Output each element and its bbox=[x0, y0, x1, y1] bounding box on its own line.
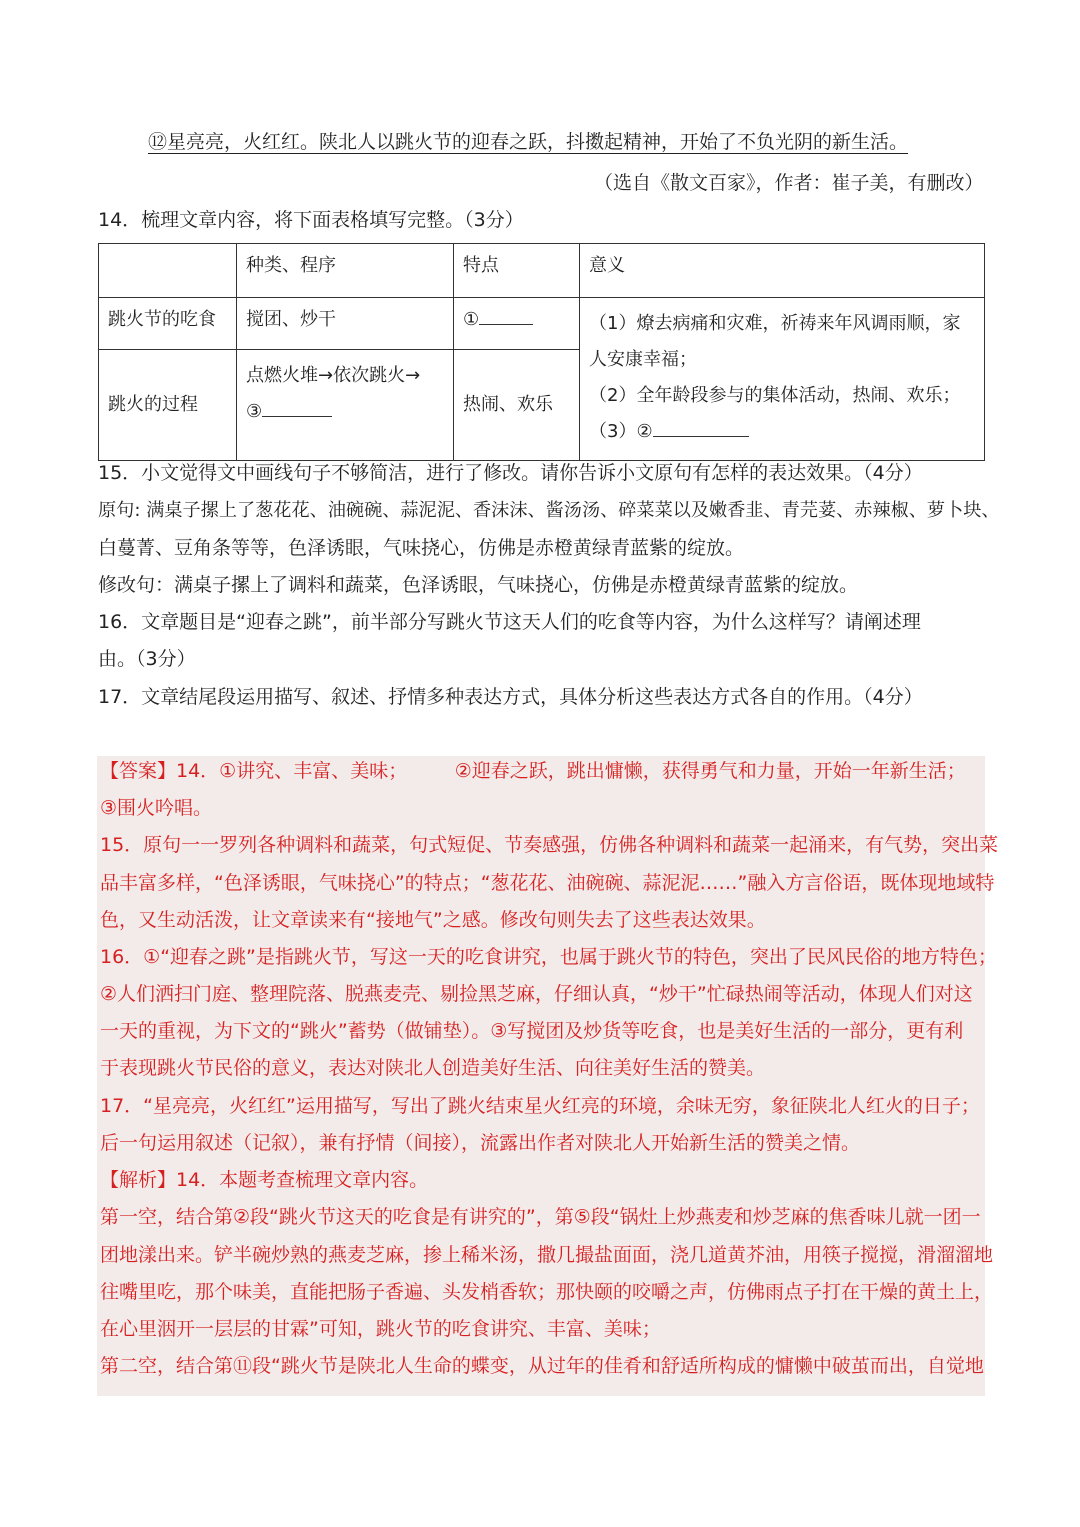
row-process-label: 跳火的过程 bbox=[99, 350, 237, 461]
answer-line-13: 第一空，结合第②段“跳火节这天的吃食是有讲究的”，第⑤段“锅灶上炒燕麦和炒芝麻的焦香味儿就一团一 bbox=[100, 1206, 981, 1228]
answer-line-11: 后一句运用叙述（记叙），兼有抒情（间接），流露出作者对陕北人开始新生活的赞美之情。 bbox=[100, 1132, 861, 1154]
answer-line-12: 【解析】14．本题考查梳理文章内容。 bbox=[100, 1169, 429, 1191]
question-15-original-2: 白蔓菁、豆角条等等，色泽诱眼，气味挠心，仿佛是赤橙黄绿青蓝紫的绽放。 bbox=[98, 537, 745, 559]
answer-line-3: 15．原句一一罗列各种调料和蔬菜，句式短促、节奏感强，仿佛各种调料和蔬菜一起涌来，有气势，突出菜 bbox=[100, 834, 999, 856]
blank-2-label: （3）② bbox=[589, 421, 653, 442]
meaning-cell bbox=[580, 298, 985, 461]
answer-line-6: 16．①“迎春之跳”是指跳火节，写这一天的吃食讲究，也属于跳火节的特色，突出了民风民俗的地方特色； bbox=[100, 946, 997, 968]
blank-1-label: ① bbox=[463, 309, 480, 330]
answer-line-2: ③围火吟唱。 bbox=[100, 797, 213, 819]
process-line-1: 点燃火堆→依次跳火→ bbox=[246, 365, 421, 386]
process-line-2 bbox=[246, 394, 444, 430]
answer-line-5: 色，又生动活泼，让文章读来有“接地气”之感。修改句则失去了这些表达效果。 bbox=[100, 909, 766, 931]
question-17: 17．文章结尾段运用描写、叙述、抒情多种表达方式，具体分析这些表达方式各自的作用。（4分） bbox=[98, 686, 923, 708]
answer-line-4: 品丰富多样，“色泽诱眼，气味挠心”的特点；“葱花花、油碗碗、蒜泥泥……”融入方言俗语，既体现地域特 bbox=[100, 872, 995, 894]
question-16-line-1: 16．文章题目是“迎春之跳”，前半部分写跳火节这天人们的吃食等内容，为什么这样写？请阐述理 bbox=[98, 611, 921, 633]
table-header-meaning: 意义 bbox=[580, 244, 985, 298]
answer-line-9: 于表现跳火节民俗的意义，表达对陕北人创造美好生活、向往美好生活的赞美。 bbox=[100, 1057, 766, 1079]
row-process-kind bbox=[237, 350, 454, 461]
question-15: 15．小文觉得文中画线句子不够简洁，进行了修改。请你告诉小文原句有怎样的表达效果。（4分） bbox=[98, 462, 923, 484]
passage-source: （选自《散文百家》，作者：崔子美，有删改） bbox=[594, 172, 984, 194]
question-16-line-2: 由。（3分） bbox=[98, 648, 196, 670]
blank-3-label: ③ bbox=[246, 401, 263, 422]
row-process-feature: 热闹、欢乐 bbox=[454, 350, 580, 461]
row-food-label: 跳火节的吃食 bbox=[99, 298, 237, 350]
question-14: 14．梳理文章内容，将下面表格填写完整。（3分） bbox=[98, 209, 524, 231]
answer-line-10: 17．“星亮亮，火红红”运用描写，写出了跳火结束星火红亮的环境，余味无穷，象征陕北人红火的日子； bbox=[100, 1095, 980, 1117]
row-food-feature bbox=[454, 298, 580, 350]
blank-3[interactable] bbox=[262, 394, 332, 417]
question-15-revised: 修改句：满桌子摞上了调料和蔬菜，色泽诱眼，气味挠心，仿佛是赤橙黄绿青蓝紫的绽放。 bbox=[98, 574, 859, 596]
table-header-feature: 特点 bbox=[454, 244, 580, 298]
meaning-line-1: （1）燎去病痛和灾难，祈祷来年风调雨顺，家 bbox=[589, 313, 961, 334]
answer-line-1: 【答案】14．①讲究、丰富、美味； ②迎春之跃，跳出慵懒，获得勇气和力量，开始一年新生活； bbox=[100, 760, 966, 782]
answer-line-15: 往嘴里吃，那个味美，直能把肠子香遍、头发梢香软；那快颐的咬嚼之声，仿佛雨点子打在干燥的黄土上， bbox=[100, 1281, 994, 1303]
answer-line-7: ②人们洒扫门庭、整理院落、脱燕麦壳、剔捡黑芝麻，仔细认真，“炒干”忙碌热闹等活动，体现人们对这 bbox=[100, 983, 973, 1005]
answer-line-8: 一天的重视，为下文的“跳火”蓄势（做铺垫）。③写搅团及炒货等吃食，也是美好生活的一部分，更有利 bbox=[100, 1020, 964, 1042]
blank-1[interactable] bbox=[479, 302, 533, 325]
answer-line-17: 第二空，结合第⑪段“跳火节是陕北人生命的蝶变，从过年的佳肴和舒适所构成的慵懒中破茧而出，自觉地 bbox=[100, 1355, 984, 1377]
blank-2[interactable] bbox=[653, 414, 749, 437]
passage-closing-line: ⑫星亮亮，火红红。陕北人以跳火节的迎春之跃，抖擞起精神，开始了不负光阴的新生活。 bbox=[148, 131, 909, 153]
table-header-kind: 种类、程序 bbox=[237, 244, 454, 298]
summary-table bbox=[98, 243, 985, 461]
question-15-original-1: 原句: 满桌子摞上了葱花花、油碗碗、蒜泥泥、香沫沫、酱汤汤、碎菜菜以及嫩香韭、青芫荽、赤辣椒、萝卜块、 bbox=[98, 500, 1000, 521]
row-food-kind: 搅团、炒干 bbox=[237, 298, 454, 350]
answer-line-14: 团地漾出来。铲半碗炒熟的燕麦芝麻，掺上稀米汤，撒几撮盐面面，浇几道黄芥油，用筷子搅搅，滑溜溜地 bbox=[100, 1244, 994, 1266]
meaning-line-2: 人安康幸福； bbox=[589, 349, 697, 370]
meaning-line-3: （2）全年龄段参与的集体活动，热闹、欢乐； bbox=[589, 385, 961, 406]
table-header-empty bbox=[99, 244, 237, 298]
answer-line-16: 在心里洇开一层层的甘霖”可知，跳火节的吃食讲究、丰富、美味； bbox=[100, 1318, 661, 1340]
meaning-line-4 bbox=[589, 414, 975, 450]
